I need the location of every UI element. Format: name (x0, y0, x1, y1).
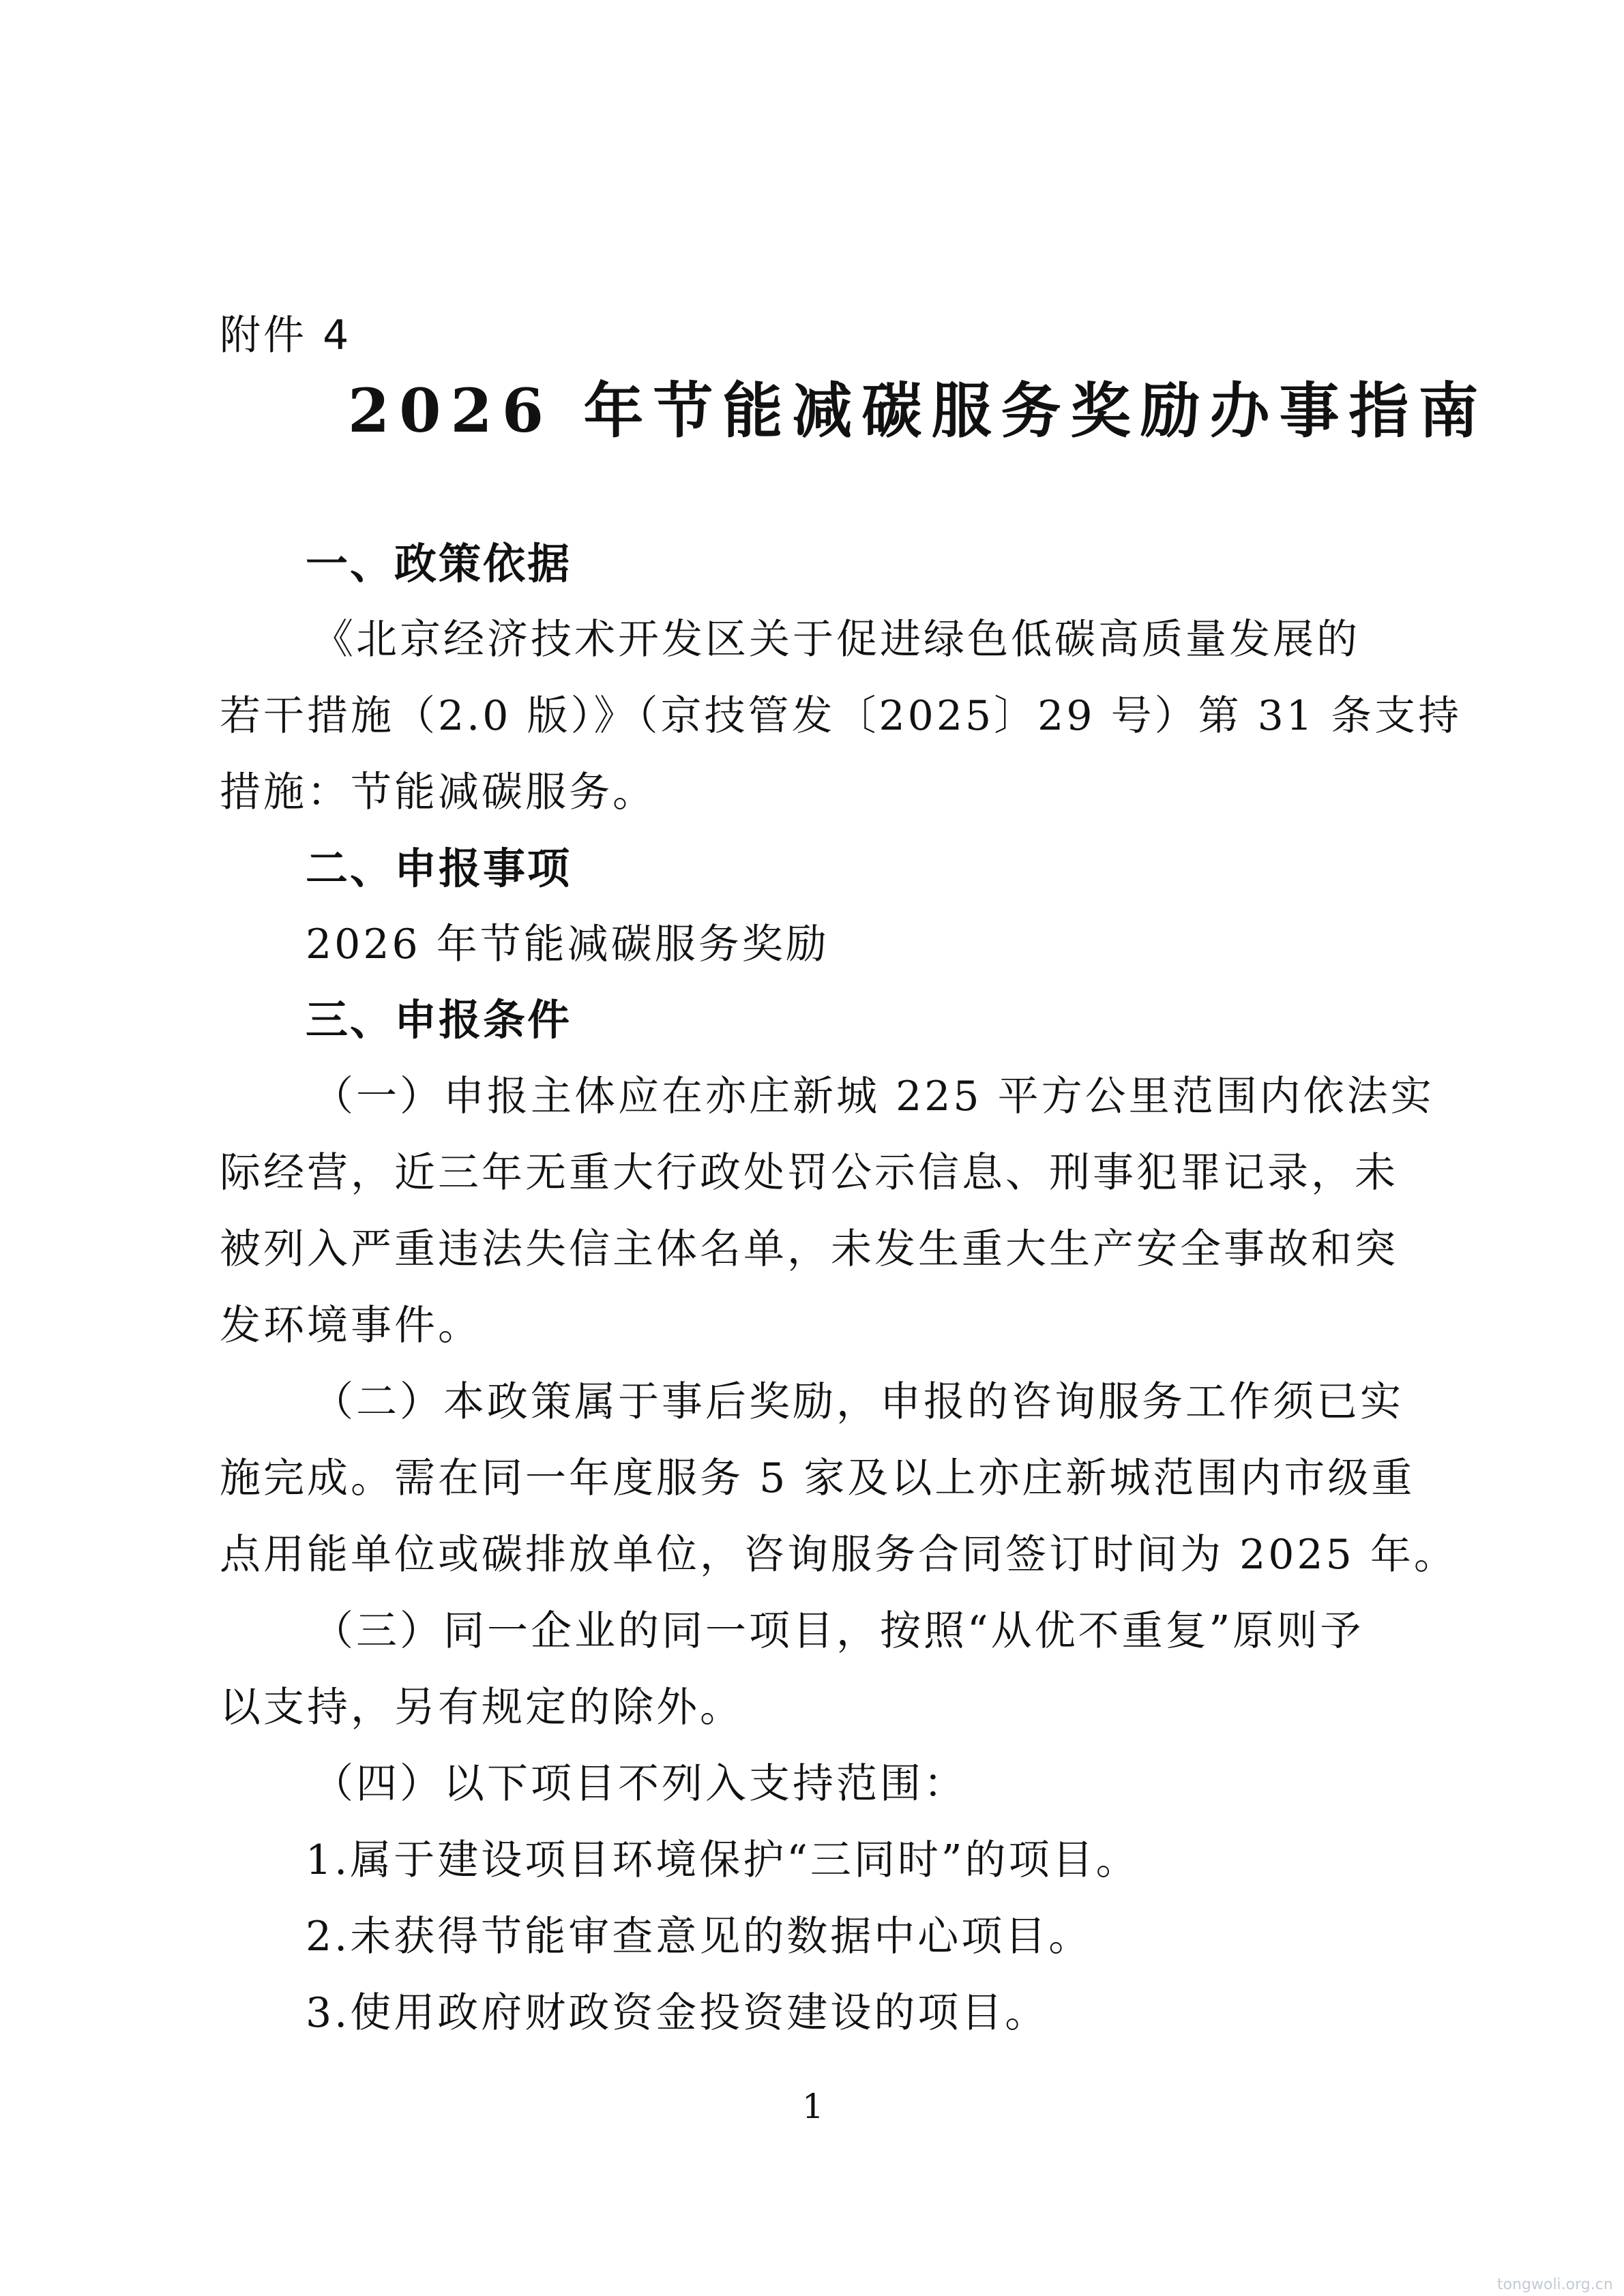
condition-1-line-3: 被列入严重违法失信主体名单，未发生重大生产安全事故和突 (220, 1225, 1398, 1273)
policy-basis-line-2: 若干措施（2.0 版）》（京技管发〔2025〕29 号）第 31 条支持 (220, 692, 1462, 740)
condition-2-line-2: 施完成。需在同一年度服务 5 家及以上亦庄新城范围内市级重 (220, 1455, 1415, 1502)
section-heading-policy-basis: 一、政策依据 (306, 539, 572, 588)
attachment-label: 附件 4 (220, 312, 352, 359)
page-number: 1 (802, 2087, 824, 2126)
condition-1-line-2: 际经营，近三年无重大行政处罚公示信息、刑事犯罪记录，未 (220, 1149, 1398, 1197)
condition-2-line-3: 点用能单位或碳排放单位，咨询服务合同签订时间为 2025 年。 (220, 1531, 1458, 1579)
condition-2-line-1: （二）本政策属于事后奖励，申报的咨询服务工作须已实 (312, 1378, 1404, 1426)
exclusion-item-2: 2.未获得节能审查意见的数据中心项目。 (306, 1913, 1093, 1960)
condition-4-line: （四）以下项目不列入支持范围： (312, 1760, 967, 1808)
condition-1-line-1: （一）申报主体应在亦庄新城 225 平方公里范围内依法实 (312, 1073, 1434, 1120)
condition-3-line-1: （三）同一企业的同一项目，按照“从优不重复”原则予 (312, 1607, 1364, 1655)
condition-3-line-2: 以支持，另有规定的除外。 (220, 1684, 743, 1731)
site-watermark: tongwoli.org.cn (1497, 2276, 1613, 2293)
exclusion-item-3: 3.使用政府财政资金投资建设的项目。 (306, 1989, 1049, 2037)
policy-basis-line-3: 措施：节能减碳服务。 (220, 769, 656, 816)
condition-1-line-4: 发环境事件。 (220, 1302, 482, 1350)
application-item-text: 2026 年节能减碳服务奖励 (306, 921, 829, 968)
section-heading-application-item: 二、申报事项 (306, 844, 572, 893)
exclusion-item-1: 1.属于建设项目环境保护“三同时”的项目。 (306, 1836, 1140, 1884)
document-title: 2026 年节能减碳服务奖励办事指南 (348, 375, 1488, 446)
policy-basis-line-1: 《北京经济技术开发区关于促进绿色低碳高质量发展的 (312, 616, 1360, 664)
section-heading-conditions: 三、申报条件 (306, 995, 572, 1045)
